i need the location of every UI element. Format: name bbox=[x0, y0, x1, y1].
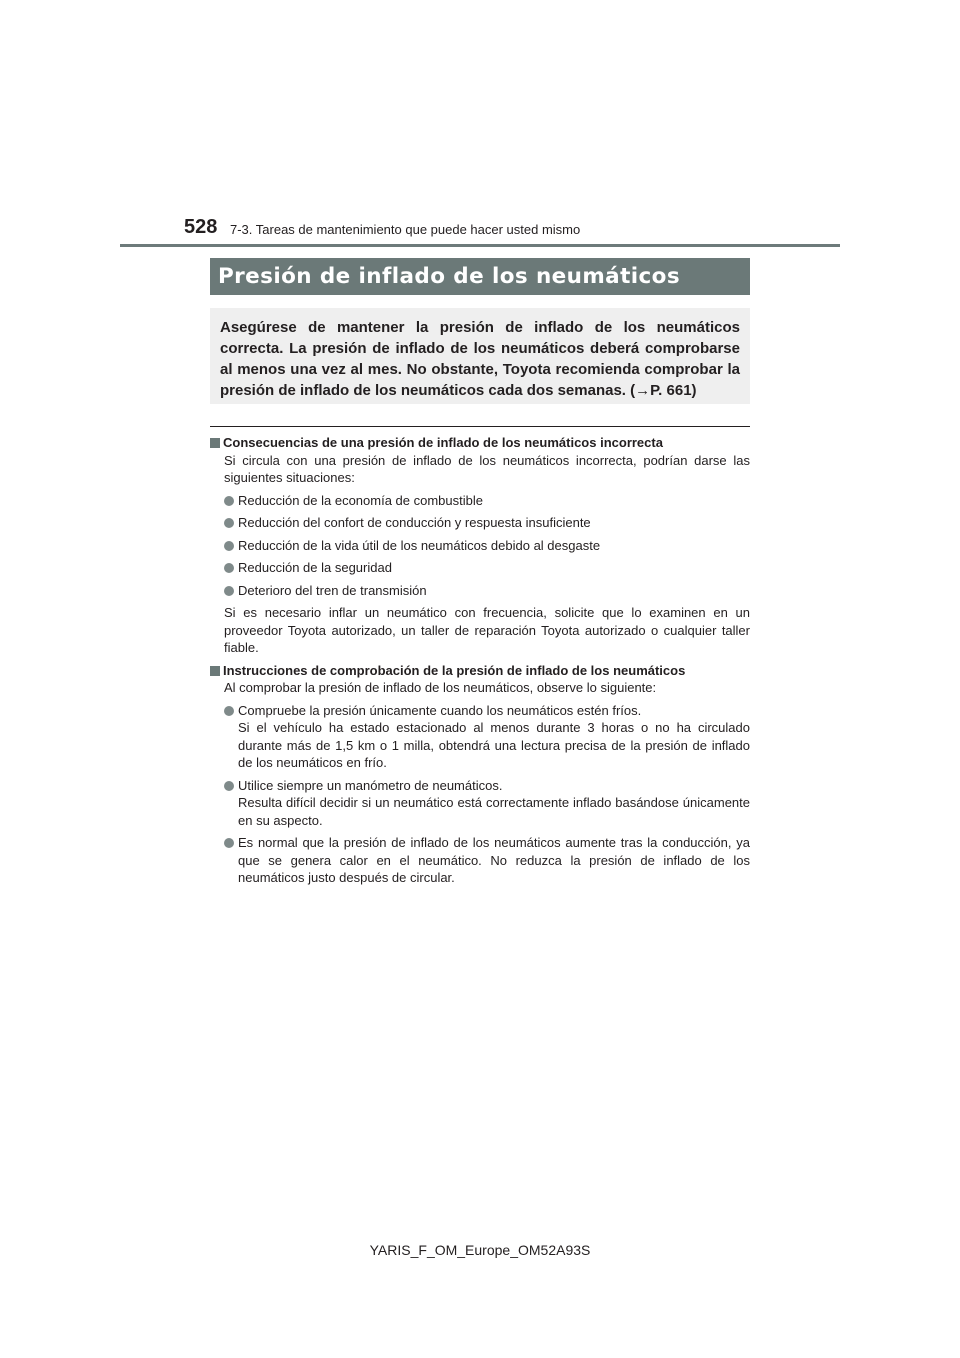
list-item-text bbox=[238, 702, 750, 772]
title-bar bbox=[210, 258, 750, 295]
chapter-title: 7-3. Tareas de mantenimiento que puede hacer usted mismo bbox=[230, 222, 581, 237]
circle-bullet-icon bbox=[224, 838, 234, 848]
page-title: Presión de inflado de los neumáticos bbox=[218, 264, 681, 289]
footer-doc-id: YARIS_F_OM_Europe_OM52A93S bbox=[369, 1242, 591, 1258]
circle-bullet-icon bbox=[224, 496, 234, 506]
circle-bullet-icon bbox=[224, 706, 234, 716]
list-item bbox=[224, 702, 750, 772]
list-item-line: Utilice siempre un manómetro de neumáticos. bbox=[238, 777, 503, 793]
list-item bbox=[224, 537, 750, 555]
header-divider bbox=[120, 244, 840, 247]
list-item-text: Reducción de la vida útil de los neumáticos debido al desgaste bbox=[238, 537, 601, 553]
list-item-line: Compruebe la presión únicamente cuando los neumáticos estén fríos. bbox=[238, 702, 642, 718]
page-number: 528 bbox=[184, 216, 218, 238]
list-item-text bbox=[238, 777, 750, 830]
content bbox=[210, 434, 750, 887]
list-item bbox=[224, 492, 750, 510]
section-heading bbox=[210, 434, 750, 452]
list-item-text: Reducción de la economía de combustible bbox=[238, 492, 483, 508]
circle-bullet-icon bbox=[224, 781, 234, 791]
square-bullet-icon bbox=[210, 438, 220, 448]
square-bullet-icon bbox=[210, 666, 220, 676]
paragraph: Al comprobar la presión de inflado de los neumáticos, observe lo siguiente: bbox=[224, 680, 657, 695]
list-item bbox=[224, 777, 750, 830]
list-item bbox=[224, 834, 750, 887]
section-divider bbox=[210, 426, 750, 427]
list-item-text bbox=[238, 834, 750, 887]
circle-bullet-icon bbox=[224, 563, 234, 573]
list-item-text: Deterioro del tren de transmisión bbox=[238, 582, 427, 598]
list-item-line: Es normal que la presión de inflado de los neumáticos aumente tras la conducción, ya que se genera calor en el neumático. No reduzca la presión de inflado de los neumáticos justo después de circular. bbox=[238, 835, 750, 885]
intro-box: Asegúrese de mantener la presión de inflado de los neumáticos correcta. La presión de inflado de los neumáticos deberá comprobarse al menos una vez al mes. No obstante, Toyota recomienda comprobar la presión de inflado de los neumáticos cada dos semanas. (→P. 661) bbox=[210, 308, 750, 404]
section-heading bbox=[210, 662, 750, 680]
section-heading-text: Instrucciones de comprobación de la presión de inflado de los neumáticos bbox=[223, 662, 686, 678]
paragraph: Si es necesario inflar un neumático con frecuencia, solicite que lo examinen en un proveedor Toyota autorizado, un taller de reparación Toyota autorizado o cualquier taller fiable. bbox=[224, 605, 750, 655]
circle-bullet-icon bbox=[224, 541, 234, 551]
circle-bullet-icon bbox=[224, 586, 234, 596]
list-item-line: Resulta difícil decidir si un neumático está correctamente inflado basándose únicamente en su aspecto. bbox=[238, 795, 750, 828]
section-heading-text: Consecuencias de una presión de inflado de los neumáticos incorrecta bbox=[223, 435, 663, 450]
list-item bbox=[224, 559, 750, 577]
list-item-text: Reducción del confort de conducción y respuesta insuficiente bbox=[238, 515, 591, 530]
paragraph: Si circula con una presión de inflado de los neumáticos incorrecta, podrían darse las siguientes situaciones: bbox=[224, 452, 750, 485]
list-item-text: Reducción de la seguridad bbox=[238, 560, 392, 575]
list-item bbox=[224, 514, 750, 532]
circle-bullet-icon bbox=[224, 518, 234, 528]
list-item-line: Si el vehículo ha estado estacionado al menos durante 3 horas o no ha circulado durante más de 1,5 km o 1 milla, obtendrá una lectura precisa de la presión de inflado de los neumáticos en frío. bbox=[238, 720, 750, 770]
list-item bbox=[224, 582, 750, 600]
